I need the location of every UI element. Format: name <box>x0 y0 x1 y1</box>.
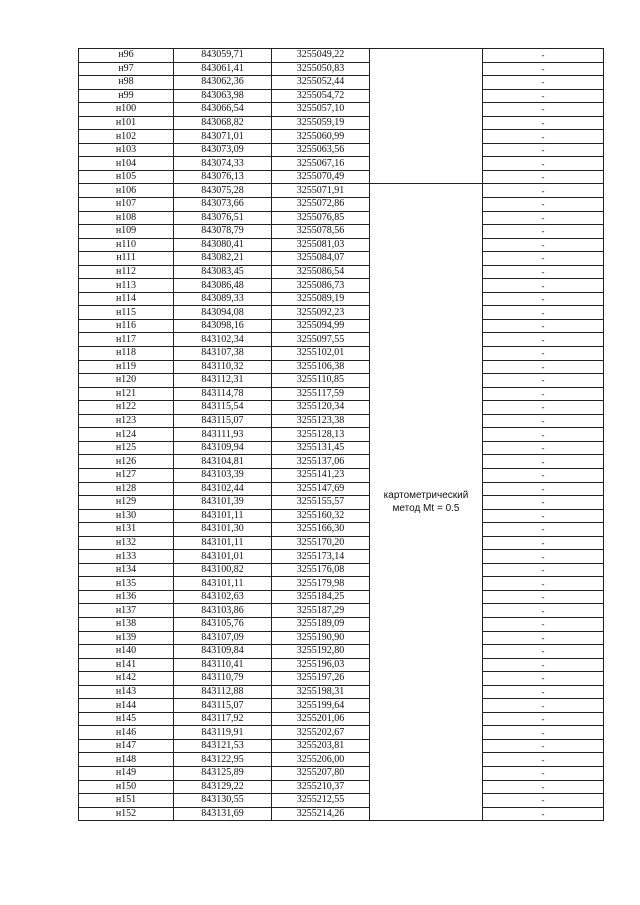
point-id-cell: н101 <box>79 116 174 130</box>
point-id-cell: н143 <box>79 685 174 699</box>
point-id-cell: н137 <box>79 604 174 618</box>
accuracy-cell: - <box>483 76 604 90</box>
point-id-cell: н138 <box>79 617 174 631</box>
y-coordinate-cell: 3255155,57 <box>272 496 370 510</box>
y-coordinate-cell: 3255094,99 <box>272 319 370 333</box>
accuracy-cell: - <box>483 414 604 428</box>
point-id-cell: н110 <box>79 238 174 252</box>
x-coordinate-cell: 843073,66 <box>174 198 272 212</box>
point-id-cell: н98 <box>79 76 174 90</box>
accuracy-cell: - <box>483 807 604 821</box>
y-coordinate-cell: 3255089,19 <box>272 292 370 306</box>
table-row <box>79 631 604 645</box>
y-coordinate-cell: 3255059,19 <box>272 116 370 130</box>
table-row <box>79 617 604 631</box>
accuracy-cell: - <box>483 658 604 672</box>
table-row <box>79 468 604 482</box>
x-coordinate-cell: 843094,08 <box>174 306 272 320</box>
table-row <box>79 672 604 686</box>
accuracy-cell: - <box>483 360 604 374</box>
y-coordinate-cell: 3255137,06 <box>272 455 370 469</box>
accuracy-cell: - <box>483 780 604 794</box>
y-coordinate-cell: 3255072,86 <box>272 198 370 212</box>
accuracy-cell: - <box>483 712 604 726</box>
table-row <box>79 387 604 401</box>
method-cell-empty <box>370 143 483 157</box>
y-coordinate-cell: 3255086,73 <box>272 279 370 293</box>
y-coordinate-cell: 3255176,08 <box>272 563 370 577</box>
table-row <box>79 319 604 333</box>
table-row <box>79 116 604 130</box>
point-id-cell: н120 <box>79 374 174 388</box>
x-coordinate-cell: 843110,32 <box>174 360 272 374</box>
accuracy-cell: - <box>483 699 604 713</box>
point-id-cell: н99 <box>79 89 174 103</box>
accuracy-cell: - <box>483 563 604 577</box>
x-coordinate-cell: 843110,41 <box>174 658 272 672</box>
accuracy-cell: - <box>483 170 604 184</box>
method-cell-empty <box>370 103 483 117</box>
y-coordinate-cell: 3255092,23 <box>272 306 370 320</box>
x-coordinate-cell: 843075,28 <box>174 184 272 198</box>
table-row <box>79 807 604 821</box>
accuracy-cell: - <box>483 292 604 306</box>
y-coordinate-cell: 3255084,07 <box>272 252 370 266</box>
x-coordinate-cell: 843101,01 <box>174 550 272 564</box>
y-coordinate-cell: 3255141,23 <box>272 468 370 482</box>
y-coordinate-cell: 3255147,69 <box>272 482 370 496</box>
table-row <box>79 455 604 469</box>
point-id-cell: н146 <box>79 726 174 740</box>
point-id-cell: н131 <box>79 523 174 537</box>
y-coordinate-cell: 3255070,49 <box>272 170 370 184</box>
accuracy-cell: - <box>483 116 604 130</box>
x-coordinate-cell: 843066,54 <box>174 103 272 117</box>
table-row <box>79 374 604 388</box>
accuracy-cell: - <box>483 577 604 591</box>
accuracy-cell: - <box>483 225 604 239</box>
y-coordinate-cell: 3255198,31 <box>272 685 370 699</box>
y-coordinate-cell: 3255197,26 <box>272 672 370 686</box>
x-coordinate-cell: 843129,22 <box>174 780 272 794</box>
table-row <box>79 523 604 537</box>
table-row <box>79 726 604 740</box>
y-coordinate-cell: 3255071,91 <box>272 184 370 198</box>
point-id-cell: н139 <box>79 631 174 645</box>
y-coordinate-cell: 3255160,32 <box>272 509 370 523</box>
y-coordinate-cell: 3255049,22 <box>272 49 370 63</box>
table-row <box>79 739 604 753</box>
y-coordinate-cell: 3255206,00 <box>272 753 370 767</box>
accuracy-cell: - <box>483 631 604 645</box>
x-coordinate-cell: 843078,79 <box>174 225 272 239</box>
y-coordinate-cell: 3255106,38 <box>272 360 370 374</box>
y-coordinate-cell: 3255102,01 <box>272 347 370 361</box>
table-row <box>79 536 604 550</box>
table-row <box>79 766 604 780</box>
x-coordinate-cell: 843089,33 <box>174 292 272 306</box>
x-coordinate-cell: 843104,81 <box>174 455 272 469</box>
x-coordinate-cell: 843076,51 <box>174 211 272 225</box>
y-coordinate-cell: 3255214,26 <box>272 807 370 821</box>
x-coordinate-cell: 843068,82 <box>174 116 272 130</box>
y-coordinate-cell: 3255203,81 <box>272 739 370 753</box>
table-row <box>79 238 604 252</box>
accuracy-cell: - <box>483 387 604 401</box>
point-id-cell: н149 <box>79 766 174 780</box>
accuracy-cell: - <box>483 130 604 144</box>
x-coordinate-cell: 843103,39 <box>174 468 272 482</box>
table-row <box>79 509 604 523</box>
y-coordinate-cell: 3255057,10 <box>272 103 370 117</box>
x-coordinate-cell: 843105,76 <box>174 617 272 631</box>
x-coordinate-cell: 843115,54 <box>174 401 272 415</box>
table-row <box>79 645 604 659</box>
x-coordinate-cell: 843117,92 <box>174 712 272 726</box>
method-cell-empty <box>370 62 483 76</box>
table-row <box>79 279 604 293</box>
x-coordinate-cell: 843101,39 <box>174 496 272 510</box>
table-row <box>79 780 604 794</box>
y-coordinate-cell: 3255081,03 <box>272 238 370 252</box>
y-coordinate-cell: 3255202,67 <box>272 726 370 740</box>
accuracy-cell: - <box>483 617 604 631</box>
x-coordinate-cell: 843074,33 <box>174 157 272 171</box>
point-id-cell: н124 <box>79 428 174 442</box>
point-id-cell: н152 <box>79 807 174 821</box>
y-coordinate-cell: 3255120,34 <box>272 401 370 415</box>
point-id-cell: н150 <box>79 780 174 794</box>
y-coordinate-cell: 3255110,85 <box>272 374 370 388</box>
x-coordinate-cell: 843119,91 <box>174 726 272 740</box>
accuracy-cell: - <box>483 550 604 564</box>
point-id-cell: н113 <box>79 279 174 293</box>
accuracy-cell: - <box>483 265 604 279</box>
point-id-cell: н122 <box>79 401 174 415</box>
table-row <box>79 252 604 266</box>
y-coordinate-cell: 3255201,06 <box>272 712 370 726</box>
point-id-cell: н97 <box>79 62 174 76</box>
accuracy-cell: - <box>483 279 604 293</box>
accuracy-cell: - <box>483 184 604 198</box>
y-coordinate-cell: 3255063,56 <box>272 143 370 157</box>
point-id-cell: н151 <box>79 794 174 808</box>
accuracy-cell: - <box>483 590 604 604</box>
y-coordinate-cell: 3255131,45 <box>272 441 370 455</box>
point-id-cell: н111 <box>79 252 174 266</box>
x-coordinate-cell: 843110,79 <box>174 672 272 686</box>
accuracy-cell: - <box>483 726 604 740</box>
accuracy-cell: - <box>483 49 604 63</box>
method-cell-empty <box>370 116 483 130</box>
table-row <box>79 577 604 591</box>
table-row <box>79 699 604 713</box>
accuracy-cell: - <box>483 509 604 523</box>
accuracy-cell: - <box>483 89 604 103</box>
point-id-cell: н140 <box>79 645 174 659</box>
table-row <box>79 428 604 442</box>
x-coordinate-cell: 843102,44 <box>174 482 272 496</box>
table-row <box>79 590 604 604</box>
accuracy-cell: - <box>483 401 604 415</box>
y-coordinate-cell: 3255078,56 <box>272 225 370 239</box>
x-coordinate-cell: 843115,07 <box>174 414 272 428</box>
point-id-cell: н136 <box>79 590 174 604</box>
y-coordinate-cell: 3255054,72 <box>272 89 370 103</box>
table-row <box>79 306 604 320</box>
x-coordinate-cell: 843086,48 <box>174 279 272 293</box>
accuracy-cell: - <box>483 143 604 157</box>
table-row <box>79 550 604 564</box>
y-coordinate-cell: 3255052,44 <box>272 76 370 90</box>
point-id-cell: н104 <box>79 157 174 171</box>
y-coordinate-cell: 3255076,85 <box>272 211 370 225</box>
accuracy-cell: - <box>483 211 604 225</box>
x-coordinate-cell: 843112,31 <box>174 374 272 388</box>
accuracy-cell: - <box>483 468 604 482</box>
table-row <box>79 198 604 212</box>
table-row <box>79 794 604 808</box>
table-row <box>79 685 604 699</box>
x-coordinate-cell: 843122,95 <box>174 753 272 767</box>
point-id-cell: н116 <box>79 319 174 333</box>
y-coordinate-cell: 3255192,80 <box>272 645 370 659</box>
accuracy-cell: - <box>483 794 604 808</box>
point-id-cell: н128 <box>79 482 174 496</box>
accuracy-cell: - <box>483 604 604 618</box>
table-row <box>79 482 604 496</box>
x-coordinate-cell: 843107,09 <box>174 631 272 645</box>
method-cell-empty <box>370 157 483 171</box>
accuracy-cell: - <box>483 482 604 496</box>
point-id-cell: н96 <box>79 49 174 63</box>
y-coordinate-cell: 3255170,20 <box>272 536 370 550</box>
point-id-cell: н118 <box>79 347 174 361</box>
table-row <box>79 347 604 361</box>
point-id-cell: н130 <box>79 509 174 523</box>
y-coordinate-cell: 3255212,55 <box>272 794 370 808</box>
accuracy-cell: - <box>483 536 604 550</box>
x-coordinate-cell: 843109,84 <box>174 645 272 659</box>
table-row <box>79 604 604 618</box>
y-coordinate-cell: 3255050,83 <box>272 62 370 76</box>
table-row <box>79 401 604 415</box>
point-id-cell: н115 <box>79 306 174 320</box>
accuracy-cell: - <box>483 739 604 753</box>
accuracy-cell: - <box>483 319 604 333</box>
table-row <box>79 292 604 306</box>
y-coordinate-cell: 3255166,30 <box>272 523 370 537</box>
y-coordinate-cell: 3255179,98 <box>272 577 370 591</box>
y-coordinate-cell: 3255189,09 <box>272 617 370 631</box>
y-coordinate-cell: 3255184,25 <box>272 590 370 604</box>
x-coordinate-cell: 843076,13 <box>174 170 272 184</box>
point-id-cell: н106 <box>79 184 174 198</box>
method-cell-empty <box>370 49 483 63</box>
x-coordinate-cell: 843073,09 <box>174 143 272 157</box>
x-coordinate-cell: 843112,88 <box>174 685 272 699</box>
accuracy-cell: - <box>483 766 604 780</box>
accuracy-cell: - <box>483 238 604 252</box>
point-id-cell: н145 <box>79 712 174 726</box>
table-row <box>79 441 604 455</box>
point-id-cell: н141 <box>79 658 174 672</box>
x-coordinate-cell: 843107,38 <box>174 347 272 361</box>
point-id-cell: н126 <box>79 455 174 469</box>
method-cell-empty <box>370 130 483 144</box>
accuracy-cell: - <box>483 496 604 510</box>
point-id-cell: н112 <box>79 265 174 279</box>
y-coordinate-cell: 3255086,54 <box>272 265 370 279</box>
point-id-cell: н127 <box>79 468 174 482</box>
method-cell-empty <box>370 170 483 184</box>
accuracy-cell: - <box>483 753 604 767</box>
table-row <box>79 143 604 157</box>
y-coordinate-cell: 3255199,64 <box>272 699 370 713</box>
y-coordinate-cell: 3255060,99 <box>272 130 370 144</box>
x-coordinate-cell: 843063,98 <box>174 89 272 103</box>
point-id-cell: н109 <box>79 225 174 239</box>
x-coordinate-cell: 843109,94 <box>174 441 272 455</box>
accuracy-cell: - <box>483 374 604 388</box>
point-id-cell: н129 <box>79 496 174 510</box>
y-coordinate-cell: 3255097,55 <box>272 333 370 347</box>
accuracy-cell: - <box>483 685 604 699</box>
accuracy-cell: - <box>483 62 604 76</box>
method-cell-empty <box>370 76 483 90</box>
y-coordinate-cell: 3255196,03 <box>272 658 370 672</box>
accuracy-cell: - <box>483 198 604 212</box>
point-id-cell: н135 <box>79 577 174 591</box>
point-id-cell: н119 <box>79 360 174 374</box>
x-coordinate-cell: 843098,16 <box>174 319 272 333</box>
point-id-cell: н142 <box>79 672 174 686</box>
point-id-cell: н108 <box>79 211 174 225</box>
method-cell: картометрический метод Mt = 0.5 <box>370 184 483 821</box>
y-coordinate-cell: 3255067,16 <box>272 157 370 171</box>
table-row <box>79 563 604 577</box>
point-id-cell: н121 <box>79 387 174 401</box>
point-id-cell: н134 <box>79 563 174 577</box>
table-row <box>79 225 604 239</box>
x-coordinate-cell: 843101,11 <box>174 577 272 591</box>
x-coordinate-cell: 843101,30 <box>174 523 272 537</box>
table-row <box>79 658 604 672</box>
accuracy-cell: - <box>483 157 604 171</box>
accuracy-cell: - <box>483 441 604 455</box>
point-id-cell: н105 <box>79 170 174 184</box>
y-coordinate-cell: 3255117,59 <box>272 387 370 401</box>
table-row <box>79 712 604 726</box>
table-row <box>79 184 604 198</box>
x-coordinate-cell: 843061,41 <box>174 62 272 76</box>
point-id-cell: н123 <box>79 414 174 428</box>
table-row <box>79 414 604 428</box>
x-coordinate-cell: 843131,69 <box>174 807 272 821</box>
table-row <box>79 333 604 347</box>
x-coordinate-cell: 843071,01 <box>174 130 272 144</box>
x-coordinate-cell: 843121,53 <box>174 739 272 753</box>
coordinates-table-body <box>79 49 604 821</box>
accuracy-cell: - <box>483 252 604 266</box>
point-id-cell: н103 <box>79 143 174 157</box>
y-coordinate-cell: 3255207,80 <box>272 766 370 780</box>
y-coordinate-cell: 3255210,37 <box>272 780 370 794</box>
x-coordinate-cell: 843059,71 <box>174 49 272 63</box>
point-id-cell: н144 <box>79 699 174 713</box>
point-id-cell: н132 <box>79 536 174 550</box>
accuracy-cell: - <box>483 347 604 361</box>
method-cell-empty <box>370 89 483 103</box>
table-row <box>79 103 604 117</box>
x-coordinate-cell: 843100,82 <box>174 563 272 577</box>
accuracy-cell: - <box>483 333 604 347</box>
x-coordinate-cell: 843083,45 <box>174 265 272 279</box>
x-coordinate-cell: 843082,21 <box>174 252 272 266</box>
table-row <box>79 157 604 171</box>
x-coordinate-cell: 843102,63 <box>174 590 272 604</box>
table-row <box>79 170 604 184</box>
y-coordinate-cell: 3255128,13 <box>272 428 370 442</box>
table-row <box>79 76 604 90</box>
y-coordinate-cell: 3255187,29 <box>272 604 370 618</box>
y-coordinate-cell: 3255173,14 <box>272 550 370 564</box>
x-coordinate-cell: 843114,78 <box>174 387 272 401</box>
table-row <box>79 49 604 63</box>
table-row <box>79 130 604 144</box>
x-coordinate-cell: 843125,89 <box>174 766 272 780</box>
point-id-cell: н125 <box>79 441 174 455</box>
x-coordinate-cell: 843103,86 <box>174 604 272 618</box>
accuracy-cell: - <box>483 523 604 537</box>
x-coordinate-cell: 843080,41 <box>174 238 272 252</box>
point-id-cell: н107 <box>79 198 174 212</box>
accuracy-cell: - <box>483 103 604 117</box>
accuracy-cell: - <box>483 306 604 320</box>
table-row <box>79 265 604 279</box>
point-id-cell: н100 <box>79 103 174 117</box>
table-row <box>79 211 604 225</box>
table-row <box>79 62 604 76</box>
table-row <box>79 360 604 374</box>
coordinates-table <box>78 48 604 821</box>
x-coordinate-cell: 843102,34 <box>174 333 272 347</box>
accuracy-cell: - <box>483 672 604 686</box>
point-id-cell: н148 <box>79 753 174 767</box>
x-coordinate-cell: 843062,36 <box>174 76 272 90</box>
point-id-cell: н102 <box>79 130 174 144</box>
point-id-cell: н117 <box>79 333 174 347</box>
x-coordinate-cell: 843101,11 <box>174 509 272 523</box>
table-row <box>79 753 604 767</box>
accuracy-cell: - <box>483 645 604 659</box>
x-coordinate-cell: 843101,11 <box>174 536 272 550</box>
point-id-cell: н133 <box>79 550 174 564</box>
table-row <box>79 89 604 103</box>
y-coordinate-cell: 3255123,38 <box>272 414 370 428</box>
point-id-cell: н147 <box>79 739 174 753</box>
accuracy-cell: - <box>483 455 604 469</box>
y-coordinate-cell: 3255190,90 <box>272 631 370 645</box>
x-coordinate-cell: 843130,55 <box>174 794 272 808</box>
accuracy-cell: - <box>483 428 604 442</box>
table-row <box>79 496 604 510</box>
x-coordinate-cell: 843115,07 <box>174 699 272 713</box>
point-id-cell: н114 <box>79 292 174 306</box>
x-coordinate-cell: 843111,93 <box>174 428 272 442</box>
